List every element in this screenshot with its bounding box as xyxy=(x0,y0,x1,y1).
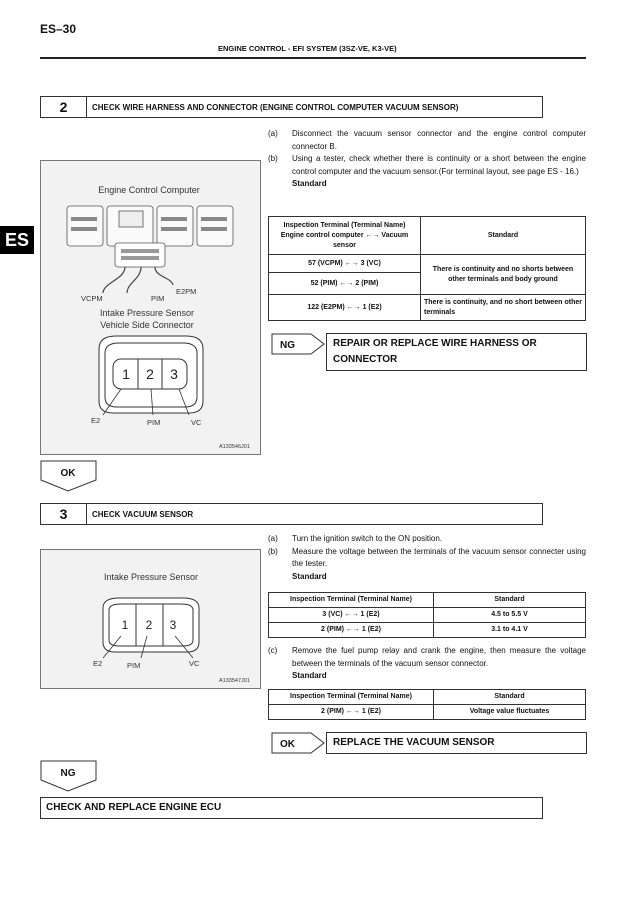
table-head-standard: Standard xyxy=(421,217,586,255)
instruction-b: (b) Using a tester, check whether there is continuity or a short between the engine control computer and the vacuum sensor.(For terminal layout, see page ES - 16.) xyxy=(268,154,586,176)
pin-2-label: 2 xyxy=(146,366,154,382)
table-row-standard: Voltage value fluctuates xyxy=(434,705,586,720)
ok-down-arrow xyxy=(40,460,98,492)
pin-2-label: 2 xyxy=(145,618,153,632)
standard-label: Standard xyxy=(292,179,327,188)
table-row-terminal: 122 (E2PM) ←→ 1 (E2) xyxy=(269,295,421,321)
step-3-instructions xyxy=(268,533,586,583)
step-number: 2 xyxy=(41,97,87,117)
ng-arrow xyxy=(271,333,331,355)
table-row-terminal: 2 (PIM) ←→ 1 (E2) xyxy=(269,623,434,638)
table-head-standard: Standard xyxy=(434,593,586,608)
instruction-a: (a) Turn the ignition switch to the ON position. xyxy=(268,534,442,543)
ok-label: OK xyxy=(280,739,295,750)
table-head-terminal: Inspection Terminal (Terminal Name) xyxy=(269,690,434,705)
instruction-a: (a) Disconnect the vacuum sensor connector and the engine control computer connector B. xyxy=(268,129,586,151)
table-row-standard: 3.1 to 4.1 V xyxy=(434,623,586,638)
step-2-table xyxy=(268,216,586,321)
label-e2: E2 xyxy=(91,416,101,425)
step-2-header xyxy=(40,96,543,118)
ng-down-arrow xyxy=(40,760,98,792)
ng-label: NG xyxy=(60,768,76,779)
final-step-box: CHECK AND REPLACE ENGINE ECU xyxy=(40,797,543,819)
label-e2pm: E2PM xyxy=(176,287,197,296)
label-pim: PIM xyxy=(127,661,141,670)
sensor-label: Intake Pressure Sensor xyxy=(103,572,199,582)
section-tab: ES xyxy=(0,226,34,254)
ecu-connector-diagram xyxy=(41,161,262,456)
label-vcpm: VCPM xyxy=(81,294,103,303)
step-3-figure xyxy=(40,549,261,689)
label-vc: VC xyxy=(191,418,202,427)
step-3-instruction-c xyxy=(268,645,586,683)
step-3-header xyxy=(40,503,543,525)
step-3-table-2 xyxy=(268,689,586,720)
pin-3-label: 3 xyxy=(169,618,177,632)
table-row-terminal: 52 (PIM) ←→ 2 (PIM) xyxy=(269,273,421,295)
ecu-connector-block xyxy=(67,206,233,246)
standard-label: Standard xyxy=(292,571,327,581)
sensor-diagram xyxy=(41,550,262,690)
step-3-table-1 xyxy=(268,592,586,638)
table-head-terminal: Inspection Terminal (Terminal Name) xyxy=(269,593,434,608)
table-row-terminal: 3 (VC) ←→ 1 (E2) xyxy=(269,608,434,623)
step-2-figure xyxy=(40,160,261,455)
page-number: ES–30 xyxy=(40,22,77,36)
table-row-standard: There is continuity, and no short between other terminals xyxy=(421,295,586,321)
label-pim: PIM xyxy=(151,294,165,303)
ok-result-box: REPLACE THE VACUUM SENSOR xyxy=(326,732,587,754)
ecu-label: Engine Control Computer xyxy=(98,185,200,195)
step-title: CHECK WIRE HARNESS AND CONNECTOR (ENGINE CONTROL COMPUTER VACUUM SENSOR) xyxy=(92,102,459,112)
table-row-terminal: 2 (PIM) ←→ 1 (E2) xyxy=(269,705,434,720)
figure-id: A133547J01 xyxy=(219,678,250,684)
figure-id: A133546J01 xyxy=(219,444,250,450)
pin-1-label: 1 xyxy=(122,366,130,382)
ng-result-box: REPAIR OR REPLACE WIRE HARNESS OR CONNECTOR xyxy=(326,333,587,371)
step-2-instructions xyxy=(268,128,586,191)
instruction-b: (b) Measure the voltage between the terminals of the vacuum sensor connecter using the tester. xyxy=(268,546,586,568)
label-vc: VC xyxy=(189,659,200,668)
tester-leads xyxy=(103,267,173,293)
label-e2: E2 xyxy=(93,659,103,668)
header-rule xyxy=(40,57,586,59)
connector-b xyxy=(115,243,165,267)
ng-label: NG xyxy=(280,340,295,351)
pin-3-label: 3 xyxy=(170,366,178,382)
table-row-terminal: 57 (VCPM) ←→ 3 (VC) xyxy=(269,255,421,273)
standard-label: Standard xyxy=(292,671,327,680)
table-head-terminal: Inspection Terminal (Terminal Name) Engine control computer ←→ Vacuum sensor xyxy=(269,217,421,255)
pin-1-label: 1 xyxy=(121,618,129,632)
ok-label: OK xyxy=(60,468,76,479)
table-row-standard-merged: There is continuity and no shorts between other terminals and body ground xyxy=(421,255,586,295)
step-title: CHECK VACUUM SENSOR xyxy=(92,509,194,519)
step-number: 3 xyxy=(41,504,87,524)
ok-arrow xyxy=(271,732,331,754)
sensor-connector-label-1: Intake Pressure Sensor xyxy=(99,308,195,318)
label-pim-2: PIM xyxy=(147,418,161,427)
table-head-standard: Standard xyxy=(434,690,586,705)
instruction-c: (c) Remove the fuel pump relay and crank the engine, then measure the voltage between the terminals of the vacuum sensor connector. xyxy=(268,646,586,668)
sensor-connector-label-2: Vehicle Side Connector xyxy=(100,320,194,330)
page-header-title: ENGINE CONTROL - EFI SYSTEM (3SZ-VE, K3-VE) xyxy=(218,44,397,53)
table-row-standard: 4.5 to 5.5 V xyxy=(434,608,586,623)
